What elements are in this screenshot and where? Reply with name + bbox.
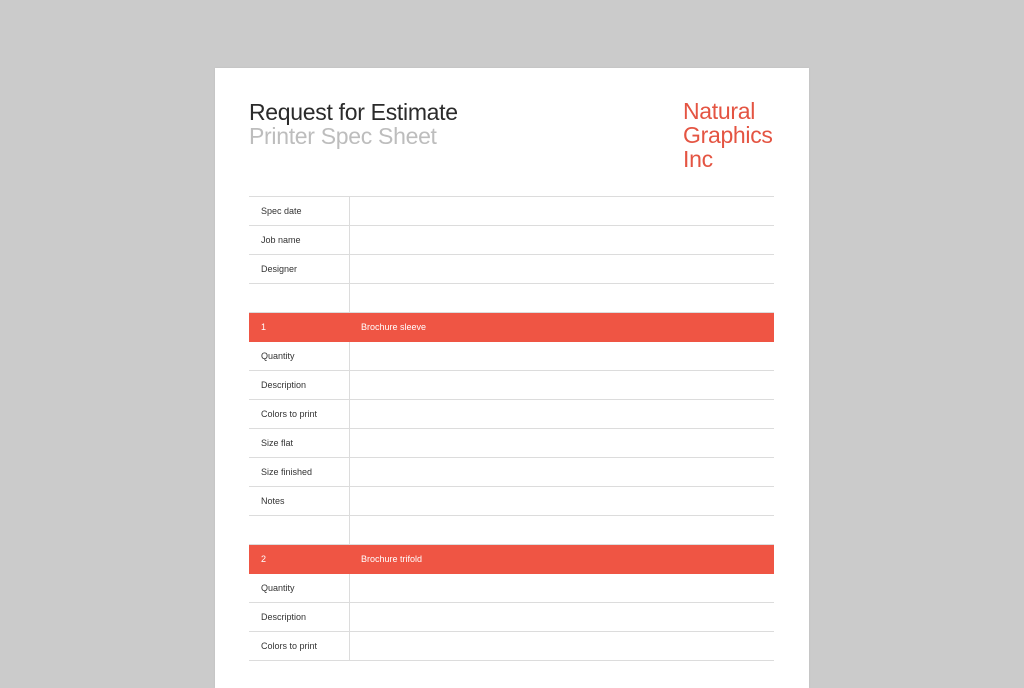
colors-to-print-row [249, 400, 774, 429]
logo-line: Graphics [683, 122, 773, 148]
job-name-field[interactable] [350, 226, 774, 254]
blank-row [249, 516, 774, 545]
logo-line: Inc [683, 146, 713, 172]
field-label: Size flat [261, 438, 294, 448]
field-label: Notes [261, 496, 285, 506]
designer-row [249, 255, 774, 284]
spec-date-row [249, 197, 774, 226]
field-label: Job name [261, 235, 301, 245]
field-label: Quantity [261, 351, 295, 361]
field-label: Description [261, 380, 307, 390]
quantity-field[interactable] [350, 574, 774, 602]
designer-field[interactable] [350, 255, 774, 283]
size-finished-row [249, 458, 774, 487]
notes-row [249, 487, 774, 516]
description-field[interactable] [350, 603, 774, 631]
field-label: Designer [261, 264, 298, 274]
item-number: 2 [261, 554, 267, 564]
item-name: Brochure trifold [361, 554, 423, 564]
field-label: Quantity [261, 583, 295, 593]
item-header-row [249, 545, 774, 574]
logo-line: Natural [683, 98, 756, 124]
item-header-row [249, 313, 774, 342]
blank-field[interactable] [350, 516, 774, 544]
quantity-row [249, 342, 774, 371]
field-label: Description [261, 612, 307, 622]
description-row [249, 371, 774, 400]
company-logo [683, 99, 773, 171]
blank-row [249, 284, 774, 313]
size-finished-field[interactable] [350, 458, 774, 486]
blank-field[interactable] [350, 284, 774, 312]
field-label: Spec date [261, 206, 302, 216]
size-flat-field[interactable] [350, 429, 774, 457]
spec-date-field[interactable] [350, 197, 774, 225]
job-name-row [249, 226, 774, 255]
item-number: 1 [261, 322, 267, 332]
colors-to-print-field[interactable] [350, 632, 774, 660]
size-flat-row [249, 429, 774, 458]
item-name: Brochure sleeve [361, 322, 427, 332]
page-title: Request for Estimate [249, 99, 458, 125]
page-subtitle: Printer Spec Sheet [249, 123, 437, 149]
description-field[interactable] [350, 371, 774, 399]
description-row [249, 603, 774, 632]
field-label: Colors to print [261, 641, 318, 651]
quantity-field[interactable] [350, 342, 774, 370]
colors-to-print-field[interactable] [350, 400, 774, 428]
colors-to-print-row [249, 632, 774, 661]
quantity-row [249, 574, 774, 603]
spec-sheet-page [215, 68, 809, 688]
field-label: Colors to print [261, 409, 318, 419]
notes-field[interactable] [350, 487, 774, 515]
field-label: Size finished [261, 467, 313, 477]
spec-table [249, 196, 774, 661]
